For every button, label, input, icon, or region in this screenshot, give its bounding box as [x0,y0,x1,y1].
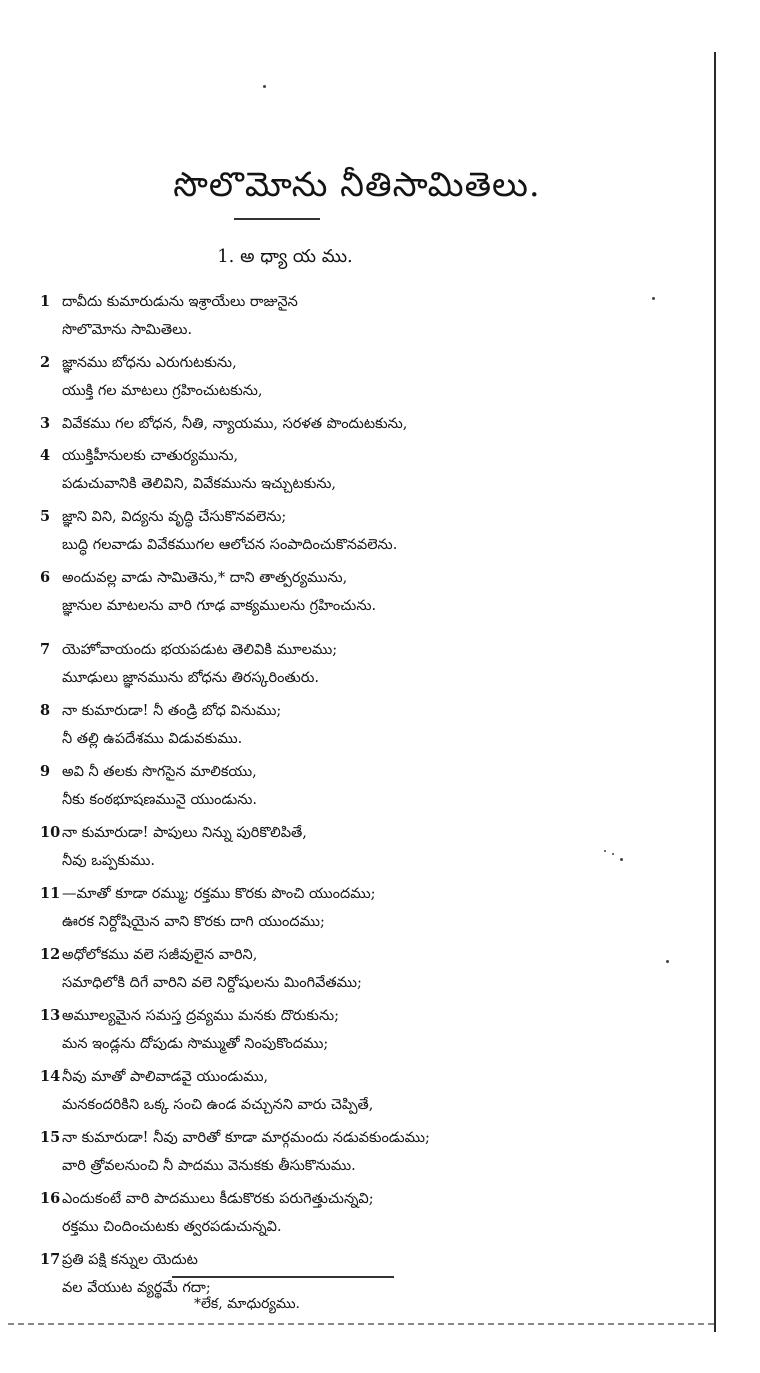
verse-text: నీవు ఒప్పకుము. [62,853,155,869]
verse-text: నీకు కంఠభూషణమునై యుండును. [62,792,258,808]
verse-line [40,818,660,847]
verse-text: ఎందుకంటే వారి పాదములు కీడుకొరకు పరుగెత్తుచున్నవి; [62,1191,374,1207]
verse-number: 7 [40,641,51,658]
verse-text: నా కుమారుడా! నీవు వారితో కూడా మార్గమందు నడువకుండుము; [62,1130,430,1146]
verse-text: నా కుమారుడా! పాపులు నిన్ను పురికొలిపితే, [62,825,307,841]
verse-text: సమాధిలోకి దిగే వారిని వలె నిర్దోషులను మింగివేతము; [62,975,362,991]
verse-text: జ్ఞానుల మాటలను వారి గూఢ వాక్యములను గ్రహించును. [62,598,377,614]
verse-text: మన ఇండ్లను దోపుడు సొమ్ముతో నింపుకొందము; [62,1036,329,1052]
verse-text: యెహోవాయందు భయపడుట తెలివికి మూలము; [62,642,338,658]
verse [40,502,660,560]
verse-number: 15 [40,1129,61,1146]
footnote: *లేక, మాధుర్యము. [194,1296,300,1312]
verse-line [40,1030,660,1059]
verse-line [40,1245,660,1274]
verse-line [40,348,660,377]
verse-number: 14 [40,1068,61,1085]
verse [40,757,660,815]
verse-text: వారి త్రోవలనుంచి నీ పాదము వెనుకకు తీసుకొనుము. [62,1158,356,1174]
verse-line [40,1091,660,1120]
verse-line [40,786,660,815]
verse-number: 4 [40,447,51,464]
verse-text: అవి నీ తలకు సొగసైన మాలికయు, [62,764,257,780]
verse [40,563,660,621]
chapter-heading: 1. అ ధ్యా య ము. [217,246,353,267]
verse-text: మనకందరికిని ఒక్క సంచి ఉండ వచ్చునని వారు చెప్పితే, [62,1097,374,1113]
verse [40,940,660,998]
verse-line [40,502,660,531]
verse-text: అమూల్యమైన సమస్త ద్రవ్యము మనకు దొరుకును; [62,1008,340,1024]
verse-text: నా కుమారుడా! నీ తండ్రి బోధ వినుము; [62,703,282,719]
verse-number: 11 [40,885,61,902]
verse-line [40,1152,660,1181]
verse [40,696,660,754]
verse-line [40,757,660,786]
verse-line [40,940,660,969]
verse [40,1123,660,1181]
verse-line [40,696,660,725]
verse-line [40,377,660,406]
verse-number: 10 [40,824,61,841]
verse-text: వల వేయుట వ్యర్థమే గదా; [62,1280,211,1296]
verse-text: మూఢులు జ్ఞానమును బోధను తిరస్కరింతురు. [62,670,319,686]
verse-text: జ్ఞానము బోధను ఎరుగుటకును, [62,355,237,371]
verse-text: పడుచువానికి తెలివిని, వివేకమును ఇచ్చుటకును, [62,476,337,492]
verse-number: 1 [40,293,51,310]
title-underline [234,218,320,220]
verse-line [40,563,660,592]
verse-line [40,969,660,998]
verse [40,818,660,876]
verse-line [40,1123,660,1152]
verse [40,409,660,438]
verse-line [40,531,660,560]
verse-line [40,879,660,908]
verse-text: వివేకము గల బోధన, నీతి, న్యాయము, సరళత పొందుటకును, [62,416,408,432]
verse-line [40,592,660,621]
scan-speck [666,960,669,963]
verse-line [40,908,660,937]
verse [40,287,660,345]
verse-number: 16 [40,1190,61,1207]
verse-text: —మాతో కూడా రమ్ము; రక్తము కొరకు పొంచి యుందము; [62,886,376,902]
verse [40,441,660,499]
verse-line [40,316,660,345]
verse-number: 17 [40,1251,61,1268]
verse-line [40,1062,660,1091]
verse-line [40,1001,660,1030]
verse-number: 9 [40,763,51,780]
verse-text: నీవు మాతో పాలివాడవై యుండుము, [62,1069,269,1085]
verse-text: దావీదు కుమారుడును ఇశ్రాయేలు రాజునైన [62,294,298,310]
verse-number: 13 [40,1007,61,1024]
verse-line [40,409,660,438]
verse-line [40,470,660,499]
verse-text: బుద్ధి గలవాడు వివేకముగల ఆలోచన సంపాదించుకొనవలెను. [62,537,398,553]
verse-list [40,287,660,1306]
verse-text: యుక్తిహీనులకు చాతుర్యమును, [62,448,239,464]
verse-text: అధోలోకము వలె సజీవులైన వారిని, [62,947,258,963]
verse-number: 3 [40,415,51,432]
page-title: సొలొమోను నీతిసామితెలు. [173,165,541,205]
verse-text: నీ తల్లి ఉపదేశము విడువకుము. [62,731,243,747]
verse-text: సొలొమోను సామితెలు. [62,322,193,338]
verse [40,879,660,937]
footnote-rule [172,1276,394,1278]
scan-speck [263,85,266,88]
verse-number: 8 [40,702,51,719]
verse-line [40,1184,660,1213]
verse [40,348,660,406]
verse-line [40,1274,660,1303]
verse-number: 12 [40,946,61,963]
verse [40,1245,660,1303]
verse [40,1001,660,1059]
verse-text: యుక్తి గల మాటలు గ్రహించుటకును, [62,383,263,399]
verse-number: 6 [40,569,51,586]
verse-line [40,1213,660,1242]
verse-line [40,287,660,316]
verse [40,1184,660,1242]
verse-text: ఊరక నిర్దోషియైన వాని కొరకు దాగి యుందము; [62,914,325,930]
verse-text: అందువల్ల వాడు సామితెను,* దాని తాత్పర్యమును, [62,570,348,586]
verse-text: ప్రతి పక్షి కన్నుల యెదుట [62,1252,198,1268]
verse-text: జ్ఞాని విని, విద్యను వృద్ధి చేసుకొనవలెను; [62,509,287,525]
verse-line [40,664,660,693]
page-right-border [714,52,716,1332]
verse [40,635,660,693]
verse-line [40,635,660,664]
verse-text: రక్తము చిందించుటకు త్వరపడుచున్నవి. [62,1219,282,1235]
verse-line [40,725,660,754]
verse-number: 5 [40,508,51,525]
verse-line [40,847,660,876]
verse-number: 2 [40,354,51,371]
page-bottom-edge [8,1323,714,1325]
verse-line [40,441,660,470]
verse [40,1062,660,1120]
